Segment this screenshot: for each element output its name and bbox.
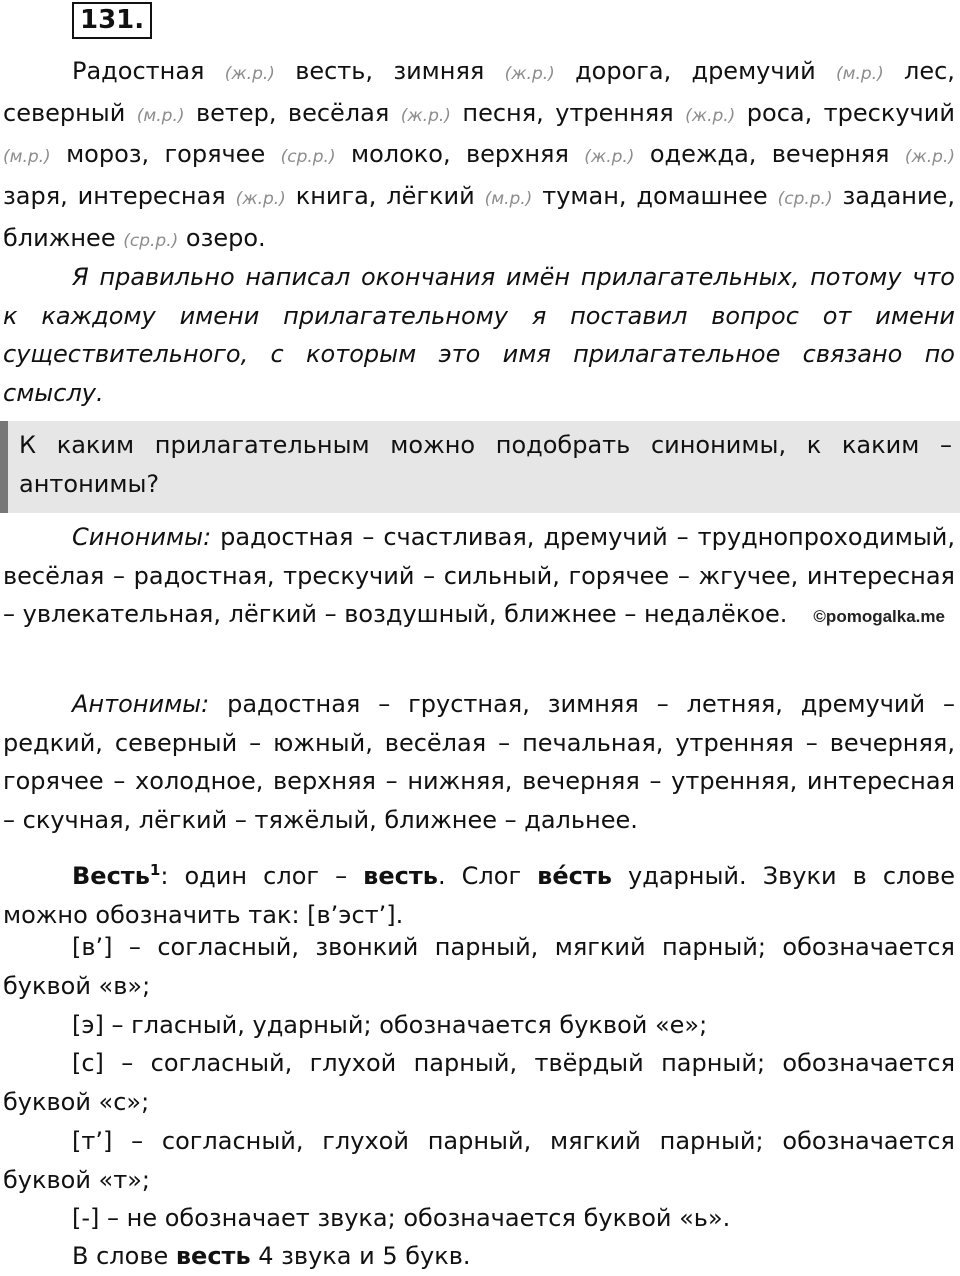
gender-note: (м.р.) <box>484 189 533 210</box>
phonetic-text-3: ударный. Звуки в слове можно обозначить так: [в’эст’]. <box>3 862 955 929</box>
antonyms-label: Антонимы: <box>72 690 210 718</box>
synonyms-label: Синонимы: <box>72 523 212 551</box>
gender-note: (ж.р.) <box>685 105 736 126</box>
adjective-phrase: Радостная <box>72 57 205 85</box>
adjective-phrase: туман, домашнее <box>542 182 768 211</box>
footnote-mark: 1 <box>149 861 161 879</box>
phonetic-stressed: ве́сть <box>537 862 612 890</box>
synonyms-text: радостная – счастливая, дремучий – труднопроходимый, весёлая – радостная, трескучий – сильный, горячее – жгучее, интересная – увлекательная, лёгкий – воздушный, ближнее – недалёкое. <box>3 523 955 629</box>
phonetic-word: Весть <box>72 862 150 890</box>
sound-line-t: [т’] – согласный, глухой парный, мягкий парный; обозначается буквой «т»; <box>3 1127 955 1194</box>
gender-note: (м.р.) <box>3 147 51 168</box>
gender-note: (ж.р.) <box>235 189 286 210</box>
gender-note: (ср.р.) <box>777 189 833 210</box>
adjective-phrase: дорога, дремучий <box>575 57 816 85</box>
gender-note: (ж.р.) <box>504 64 555 84</box>
antonyms-text: радостная – грустная, зимняя – летняя, дремучий – редкий, северный – южный, весёлая – печальная, утренняя – вечерняя, горячее – холодное, верхняя – нижняя, вечерняя – утренняя, интересная – скучная, лёгкий – тяжёлый, ближнее – дальнее. <box>3 690 955 835</box>
sound-line-s: [с] – согласный, глухой парный, твёрдый парный; обозначается буквой «с»; <box>3 1049 955 1116</box>
summary-line <box>3 1237 955 1276</box>
sound-line-e: [э] – гласный, ударный; обозначается буквой «е»; <box>72 1011 708 1039</box>
exercise-number: 131. <box>72 2 152 39</box>
adjective-phrase: лес, северный <box>3 57 955 127</box>
gender-note: (м.р.) <box>136 105 185 126</box>
adjective-phrase: роса, трескучий <box>746 98 955 127</box>
gender-note: (ж.р.) <box>584 147 635 168</box>
gender-note: (ж.р.) <box>400 105 451 126</box>
gender-note: (ж.р.) <box>224 64 275 84</box>
explanation-paragraph: Я правильно написал окончания имён прилагательных, потому что к каждому имени прилагательному я поставил вопрос от имени существительного, с которым это имя прилагательное связано по смыслу. <box>3 263 955 408</box>
phonetic-paragraph <box>3 851 955 934</box>
antonyms-paragraph <box>3 685 955 840</box>
summary-text-2: 4 звука и 5 букв. <box>250 1242 471 1270</box>
watermark: ©pomogalka.me <box>813 607 945 627</box>
gender-note: (ср.р.) <box>123 230 179 251</box>
gender-note: (м.р.) <box>836 64 884 84</box>
sound-line-soft-sign: [-] – не обозначает звука; обозначается буквой «ь». <box>72 1204 731 1232</box>
sound-line-v: [в’] – согласный, звонкий парный, мягкий парный; обозначается буквой «в»; <box>3 933 955 1000</box>
question-text: К каким прилагательным можно подобрать синонимы, к каким – антонимы? <box>19 431 952 498</box>
adjective-phrase: мороз, горячее <box>66 140 266 169</box>
adjective-phrase: ветер, весёлая <box>195 98 390 127</box>
phonetic-text-2: . Слог <box>437 862 538 890</box>
adjective-phrase: озеро. <box>185 223 266 252</box>
adjective-phrase: одежда, вечерняя <box>649 140 890 169</box>
gender-note: (ср.р.) <box>280 147 336 168</box>
adjective-phrase: задание, ближнее <box>3 182 955 252</box>
question-box <box>0 421 960 513</box>
synonyms-paragraph <box>3 518 955 637</box>
adjectives-paragraph <box>3 52 955 261</box>
adjective-phrase: весть, зимняя <box>295 57 485 85</box>
adjective-phrase: книга, лёгкий <box>295 182 475 211</box>
phonetic-text-1: : один слог – <box>160 862 364 890</box>
gender-note: (ж.р.) <box>904 147 956 168</box>
summary-text-1: В слове <box>72 1242 176 1270</box>
adjective-phrase: песня, утренняя <box>462 98 674 127</box>
adjective-phrase: молоко, верхняя <box>350 140 569 169</box>
adjective-phrase: заря, интересная <box>3 182 226 211</box>
phonetic-syllable: весть <box>363 862 438 890</box>
summary-word: весть <box>175 1242 251 1270</box>
